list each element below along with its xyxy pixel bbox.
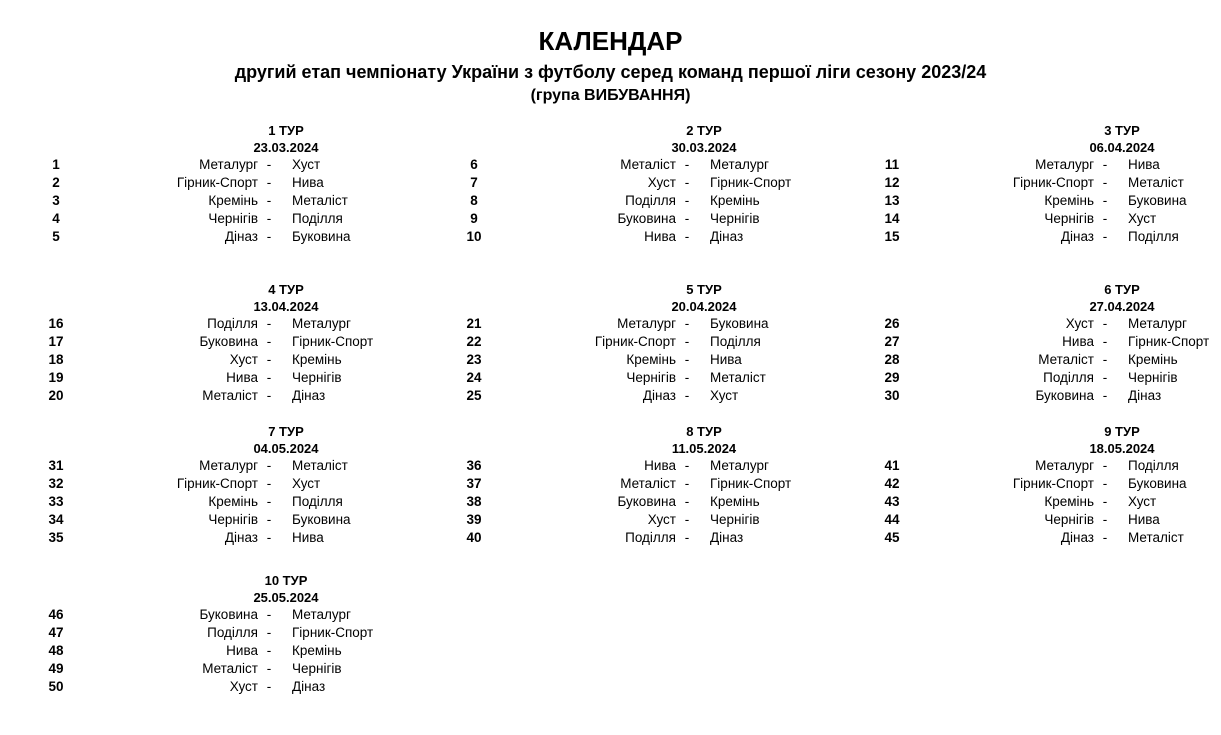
match-row [882,475,1221,493]
round-label: 10 ТУР [264,573,308,588]
away-team: Кремінь [292,643,342,658]
away-team: Нива [1128,157,1160,172]
away-team: Кремінь [710,193,760,208]
away-team: Чернігів [710,211,760,226]
away-team: Кремінь [1128,352,1178,367]
away-team: Гірник-Спорт [710,175,792,190]
match-number: 5 [52,229,60,244]
match-number: 45 [884,530,900,545]
match-number: 3 [52,193,60,208]
match-number: 20 [48,388,64,403]
match-dash: - [266,316,272,331]
home-team: Металіст [620,476,676,491]
home-team: Чернігів [208,211,258,226]
match-number: 9 [470,211,478,226]
match-dash: - [266,352,272,367]
match-dash: - [1102,334,1108,349]
match-dash: - [1102,316,1108,331]
match-dash: - [684,229,690,244]
match-row [46,475,446,493]
match-dash: - [1102,211,1108,226]
match-number: 27 [884,334,900,349]
match-number: 28 [884,352,900,367]
match-dash: - [1102,157,1108,172]
away-team: Хуст [292,157,321,172]
match-number: 48 [48,643,64,658]
away-team: Металург [1128,316,1187,331]
match-number: 19 [48,370,64,385]
match-dash: - [684,388,690,403]
away-team: Кремінь [710,494,760,509]
match-dash: - [266,476,272,491]
away-team: Хуст [292,476,321,491]
home-team: Гірник-Спорт [176,175,258,190]
round-date: 23.03.2024 [253,140,319,155]
away-team: Поділля [1128,229,1179,244]
match-number: 29 [884,370,900,385]
home-team: Буковина [1035,388,1094,403]
home-team: Буковина [199,334,258,349]
match-dash: - [266,370,272,385]
round-block [46,423,446,547]
match-row [46,351,446,369]
match-dash: - [266,643,272,658]
match-number: 7 [470,175,478,190]
round-date: 30.03.2024 [671,140,737,155]
away-team: Буковина [292,229,351,244]
match-row [46,529,446,547]
match-number: 11 [884,157,900,172]
round-block [882,281,1221,405]
match-dash: - [684,512,690,527]
home-team: Металург [617,316,676,331]
home-team: Діназ [224,530,258,545]
match-number: 32 [48,476,64,491]
group-label: (група ВИБУВАННЯ) [530,87,691,104]
home-team: Нива [644,229,676,244]
match-number: 21 [466,316,482,331]
match-dash: - [266,625,272,640]
away-team: Поділля [292,494,343,509]
match-dash: - [266,607,272,622]
home-team: Кремінь [626,352,676,367]
away-team: Кремінь [292,352,342,367]
match-row [882,174,1221,192]
match-row [464,174,864,192]
home-team: Нива [644,458,676,473]
round-date: 27.04.2024 [1089,299,1155,314]
match-dash: - [1102,229,1108,244]
away-team: Діназ [292,388,326,403]
round-label: 6 ТУР [1104,282,1140,297]
away-team: Чернігів [710,512,760,527]
match-row [464,387,864,405]
home-team: Діназ [642,388,676,403]
away-team: Металіст [292,458,348,473]
match-dash: - [1102,530,1108,545]
away-team: Гірник-Спорт [1128,334,1210,349]
match-row [882,333,1221,351]
match-number: 31 [48,458,64,473]
match-dash: - [684,458,690,473]
away-team: Металург [292,316,351,331]
match-dash: - [266,334,272,349]
away-team: Гірник-Спорт [292,334,374,349]
page-title: КАЛЕНДАР [538,26,683,56]
home-team: Металіст [1038,352,1094,367]
match-dash: - [266,494,272,509]
home-team: Гірник-Спорт [1012,175,1094,190]
match-number: 18 [48,352,64,367]
match-row [882,228,1221,246]
match-row [46,210,446,228]
away-team: Нива [292,175,324,190]
away-team: Діназ [1128,388,1162,403]
round-block [46,572,446,696]
home-team: Діназ [1060,229,1094,244]
match-dash: - [1102,193,1108,208]
round-block [46,122,446,246]
match-dash: - [684,352,690,367]
match-dash: - [1102,175,1108,190]
match-row [46,228,446,246]
match-number: 6 [470,157,478,172]
match-dash: - [266,512,272,527]
match-number: 13 [884,193,900,208]
home-team: Нива [226,370,258,385]
home-team: Хуст [229,679,258,694]
match-dash: - [684,157,690,172]
away-team: Діназ [710,530,744,545]
away-team: Металіст [1128,175,1184,190]
match-row [882,529,1221,547]
home-team: Нива [1062,334,1094,349]
match-dash: - [266,229,272,244]
match-row [882,351,1221,369]
match-dash: - [266,211,272,226]
match-number: 40 [466,530,482,545]
match-row [46,606,446,624]
match-row [464,457,864,475]
match-dash: - [1102,494,1108,509]
match-row [464,493,864,511]
match-row [46,192,446,210]
match-number: 16 [48,316,64,331]
away-team: Хуст [1128,211,1157,226]
home-team: Поділля [625,530,676,545]
match-dash: - [266,661,272,676]
home-team: Кремінь [208,193,258,208]
away-team: Чернігів [1128,370,1178,385]
match-row [464,192,864,210]
home-team: Кремінь [208,494,258,509]
away-team: Буковина [292,512,351,527]
match-row [464,228,864,246]
home-team: Чернігів [626,370,676,385]
match-dash: - [1102,370,1108,385]
match-row [464,156,864,174]
match-number: 25 [466,388,482,403]
round-block [46,281,446,405]
match-row [46,678,446,696]
match-number: 24 [466,370,482,385]
match-row [46,387,446,405]
match-number: 50 [48,679,64,694]
match-row [464,333,864,351]
match-dash: - [1102,476,1108,491]
match-dash: - [684,370,690,385]
away-team: Металург [710,157,769,172]
match-row [46,642,446,660]
match-number: 14 [884,211,900,226]
match-number: 26 [884,316,900,331]
home-team: Гірник-Спорт [1012,476,1094,491]
away-team: Чернігів [292,661,342,676]
round-date: 11.05.2024 [671,441,737,456]
match-row [882,369,1221,387]
home-team: Чернігів [1044,211,1094,226]
away-team: Хуст [1128,494,1157,509]
match-number: 23 [466,352,482,367]
away-team: Хуст [710,388,739,403]
match-dash: - [266,157,272,172]
match-dash: - [684,476,690,491]
home-team: Буковина [617,494,676,509]
match-dash: - [684,316,690,331]
match-number: 36 [466,458,482,473]
home-team: Поділля [625,193,676,208]
home-team: Хуст [229,352,258,367]
home-team: Чернігів [1044,512,1094,527]
home-team: Металург [1035,157,1094,172]
round-block [464,281,864,405]
away-team: Нива [1128,512,1160,527]
match-row [46,457,446,475]
match-row [46,493,446,511]
match-number: 15 [884,229,900,244]
away-team: Діназ [292,679,326,694]
home-team: Металіст [202,388,258,403]
match-row [882,457,1221,475]
match-dash: - [1102,388,1108,403]
match-row [882,315,1221,333]
match-dash: - [684,211,690,226]
away-team: Металург [292,607,351,622]
away-team: Металіст [710,370,766,385]
match-number: 46 [48,607,64,622]
home-team: Металіст [620,157,676,172]
match-number: 17 [48,334,64,349]
round-block [464,122,864,246]
match-row [464,315,864,333]
home-team: Хуст [1065,316,1094,331]
match-number: 30 [884,388,900,403]
away-team: Буковина [1128,193,1187,208]
home-team: Кремінь [1044,494,1094,509]
round-label: 2 ТУР [686,123,722,138]
match-number: 35 [48,530,64,545]
match-row [882,387,1221,405]
home-team: Металіст [202,661,258,676]
home-team: Буковина [199,607,258,622]
away-team: Металург [710,458,769,473]
away-team: Поділля [292,211,343,226]
match-dash: - [266,679,272,694]
home-team: Нива [226,643,258,658]
home-team: Буковина [617,211,676,226]
round-date: 20.04.2024 [671,299,737,314]
round-date: 18.05.2024 [1089,441,1155,456]
round-label: 1 ТУР [268,123,304,138]
match-dash: - [266,458,272,473]
away-team: Діназ [710,229,744,244]
match-row [882,192,1221,210]
round-label: 8 ТУР [686,424,722,439]
away-team: Гірник-Спорт [292,625,374,640]
match-dash: - [684,334,690,349]
match-number: 2 [52,175,60,190]
match-dash: - [266,388,272,403]
round-label: 5 ТУР [686,282,722,297]
match-number: 44 [884,512,900,527]
match-row [464,529,864,547]
match-row [464,475,864,493]
match-number: 38 [466,494,482,509]
home-team: Хуст [647,512,676,527]
home-team: Поділля [207,625,258,640]
match-dash: - [684,530,690,545]
home-team: Хуст [647,175,676,190]
match-row [46,333,446,351]
page-subtitle: другий етап чемпіонату України з футболу серед команд першої ліги сезону 2023/24 [234,62,987,82]
match-row [882,493,1221,511]
away-team: Буковина [710,316,769,331]
away-team: Буковина [1128,476,1187,491]
home-team: Діназ [224,229,258,244]
match-row [46,315,446,333]
away-team: Металіст [1128,530,1184,545]
match-number: 1 [52,157,60,172]
home-team: Металург [199,157,258,172]
home-team: Поділля [1043,370,1094,385]
home-team: Чернігів [208,512,258,527]
match-row [882,210,1221,228]
home-team: Металург [1035,458,1094,473]
away-team: Чернігів [292,370,342,385]
home-team: Поділля [207,316,258,331]
match-number: 37 [466,476,482,491]
round-date: 04.05.2024 [253,441,319,456]
match-row [46,156,446,174]
away-team: Нива [292,530,324,545]
match-row [46,511,446,529]
match-dash: - [684,494,690,509]
match-dash: - [1102,352,1108,367]
match-dash: - [266,193,272,208]
match-row [464,210,864,228]
round-date: 25.05.2024 [253,590,319,605]
match-row [882,511,1221,529]
round-block [882,423,1221,547]
match-number: 33 [48,494,64,509]
match-number: 49 [48,661,64,676]
match-number: 22 [466,334,482,349]
match-number: 12 [884,175,900,190]
match-row [882,156,1221,174]
home-team: Гірник-Спорт [176,476,258,491]
home-team: Кремінь [1044,193,1094,208]
match-number: 42 [884,476,900,491]
match-row [46,369,446,387]
round-block [882,122,1221,246]
match-dash: - [266,175,272,190]
match-number: 43 [884,494,900,509]
match-dash: - [1102,458,1108,473]
match-number: 39 [466,512,482,527]
match-row [46,174,446,192]
match-dash: - [684,193,690,208]
away-team: Поділля [710,334,761,349]
round-date: 06.04.2024 [1089,140,1155,155]
match-dash: - [1102,512,1108,527]
round-label: 7 ТУР [268,424,304,439]
away-team: Нива [710,352,742,367]
round-date: 13.04.2024 [253,299,319,314]
match-number: 47 [48,625,64,640]
match-row [46,660,446,678]
home-team: Металург [199,458,258,473]
match-number: 4 [52,211,60,226]
match-number: 34 [48,512,64,527]
round-label: 3 ТУР [1104,123,1140,138]
home-team: Гірник-Спорт [594,334,676,349]
home-team: Діназ [1060,530,1094,545]
round-label: 4 ТУР [268,282,304,297]
away-team: Гірник-Спорт [710,476,792,491]
match-dash: - [266,530,272,545]
match-number: 10 [466,229,482,244]
match-row [464,369,864,387]
away-team: Металіст [292,193,348,208]
match-row [46,624,446,642]
round-block [464,423,864,547]
match-number: 41 [884,458,900,473]
away-team: Поділля [1128,458,1179,473]
match-row [464,511,864,529]
match-dash: - [684,175,690,190]
match-row [464,351,864,369]
match-number: 8 [470,193,478,208]
round-label: 9 ТУР [1104,424,1140,439]
